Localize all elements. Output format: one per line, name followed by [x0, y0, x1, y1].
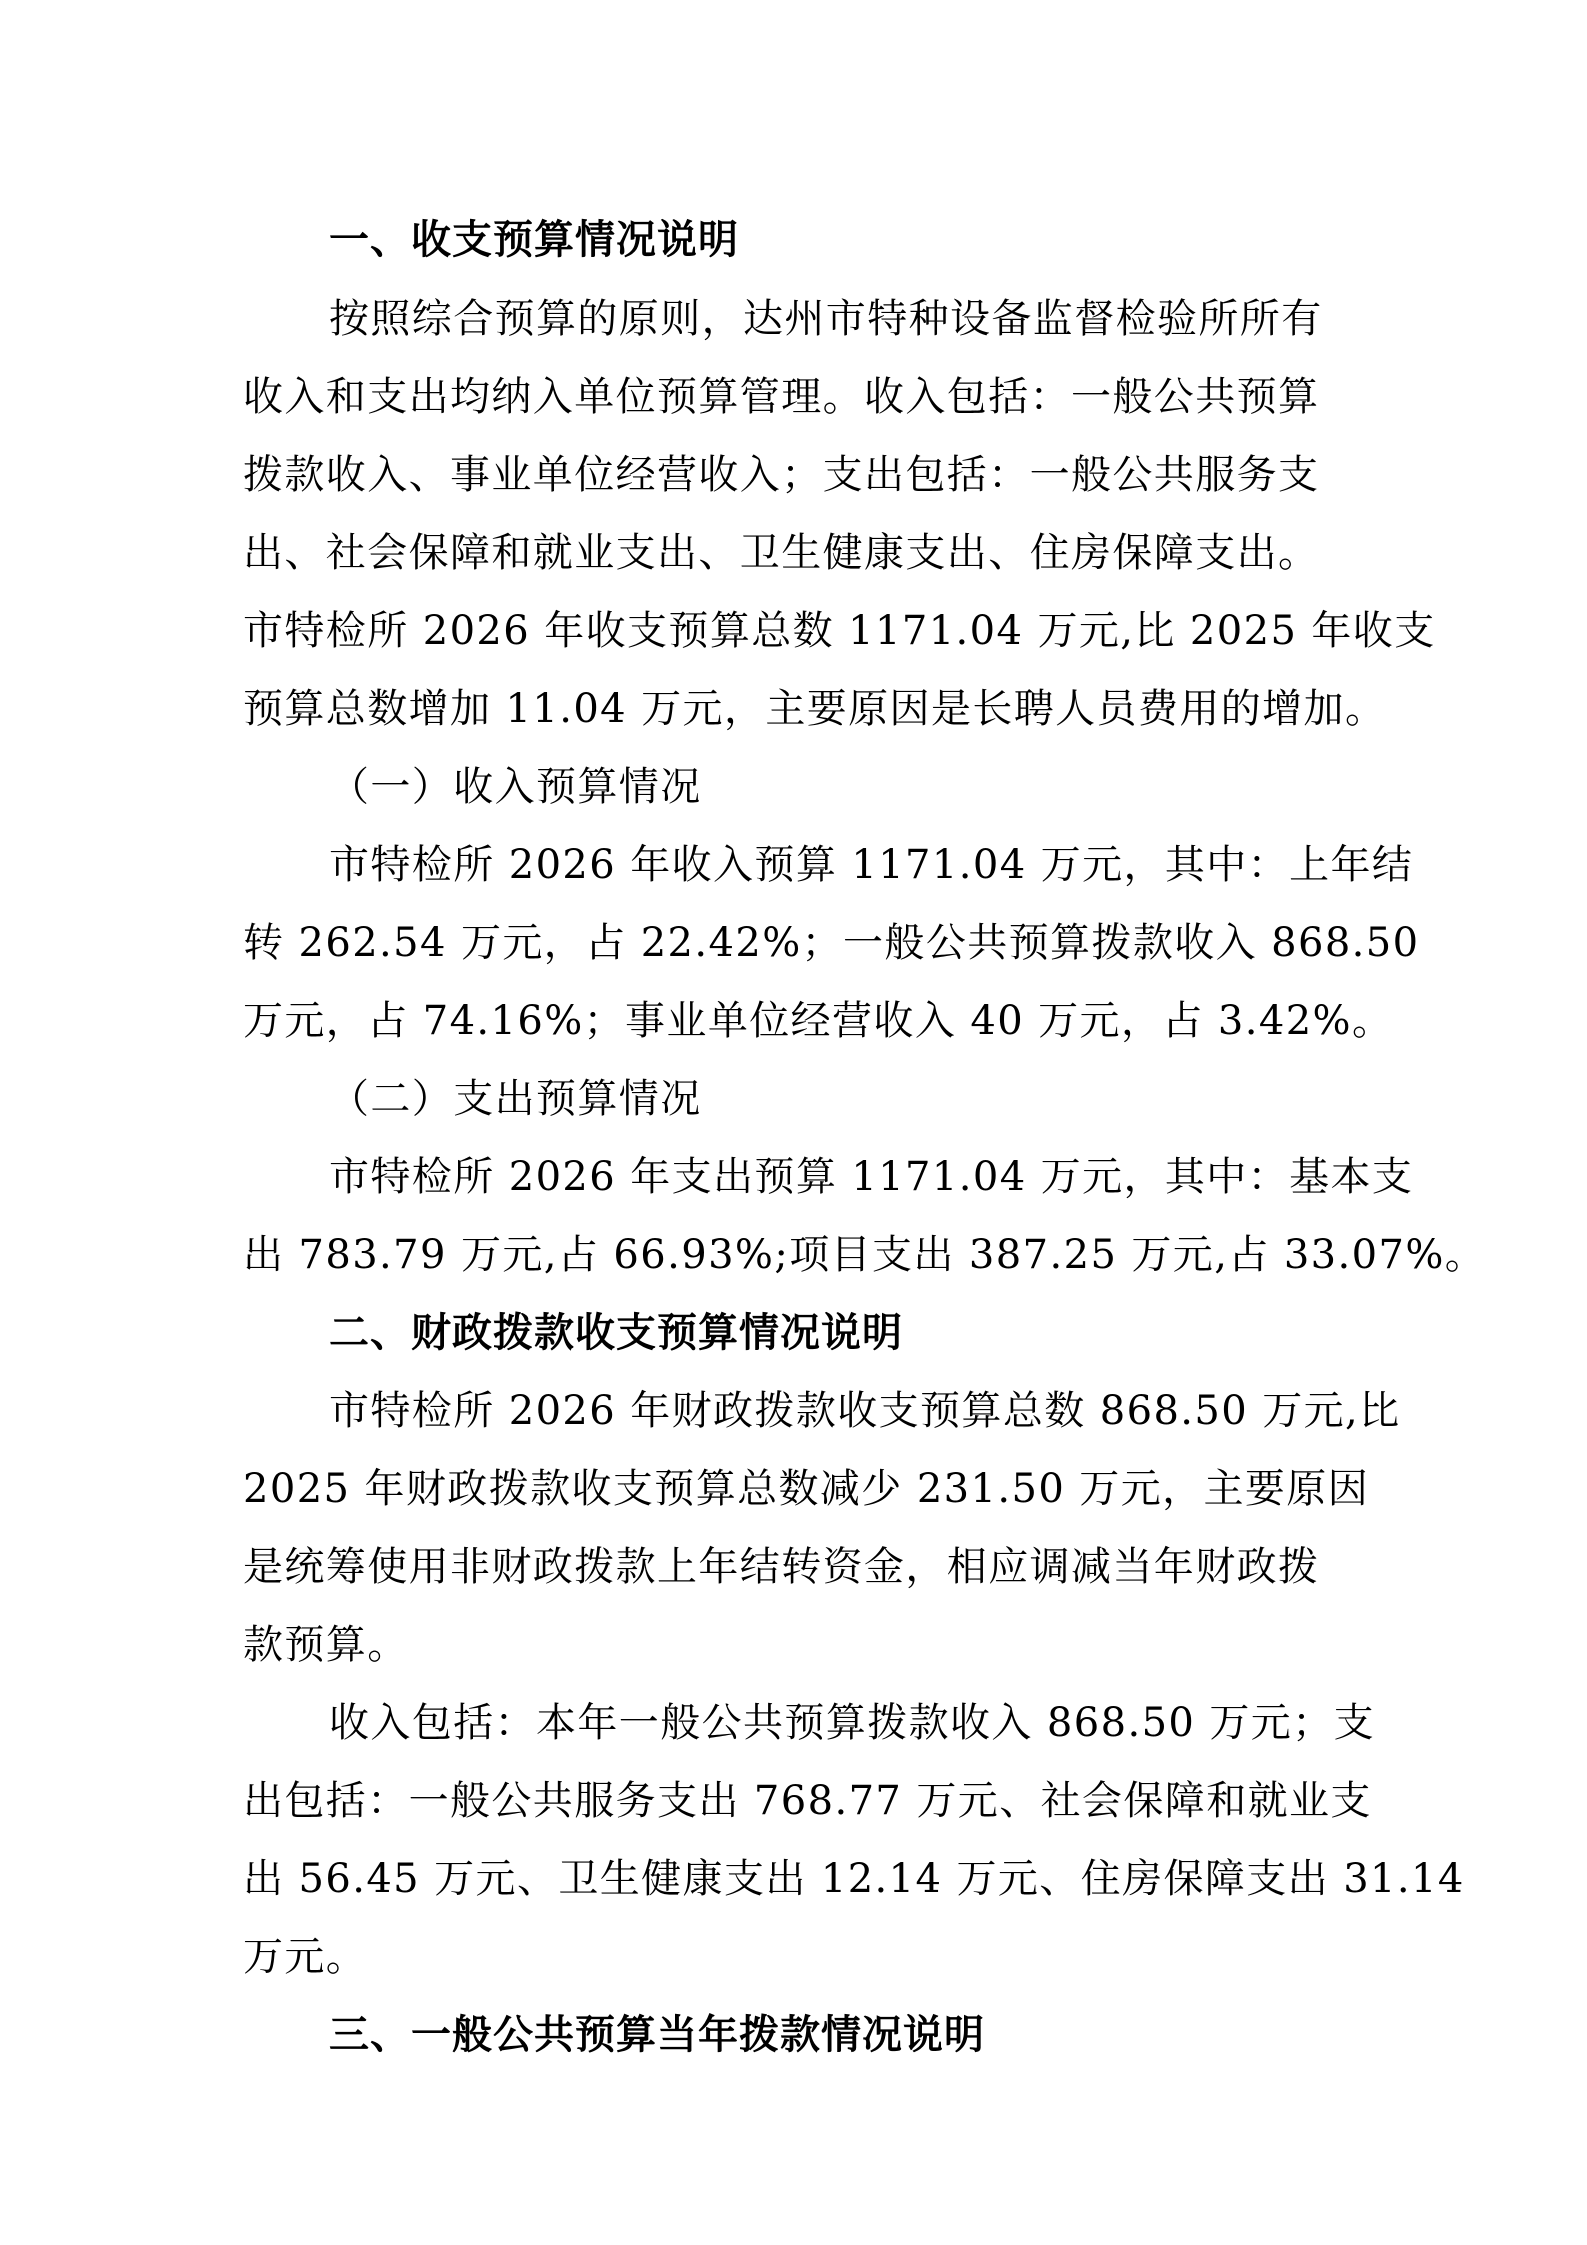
paragraph-line: 市特检所 2026 年支出预算 1171.04 万元，其中：基本支 — [329, 1154, 1414, 1200]
paragraph-line: 收入和支出均纳入单位预算管理。收入包括：一般公共预算 — [243, 374, 1320, 420]
paragraph-line: 转 262.54 万元，占 22.42%；一般公共预算拨款收入 868.50 — [243, 920, 1420, 966]
subsection-heading-expense: （二）支出预算情况 — [329, 1076, 702, 1122]
paragraph-line: 万元。 — [243, 1934, 368, 1980]
paragraph-line: 出、社会保障和就业支出、卫生健康支出、住房保障支出。 — [243, 530, 1320, 576]
paragraph-line: 按照综合预算的原则，达州市特种设备监督检验所所有 — [329, 296, 1323, 342]
paragraph-line: 万元，占 74.16%；事业单位经营收入 40 万元，占 3.42%。 — [243, 998, 1394, 1044]
paragraph-line: 出 56.45 万元、卫生健康支出 12.14 万元、住房保障支出 31.14 — [243, 1856, 1465, 1902]
paragraph-line: 预算总数增加 11.04 万元，主要原因是长聘人员费用的增加。 — [243, 686, 1387, 732]
paragraph-line: 款预算。 — [243, 1622, 409, 1668]
paragraph-line: 市特检所 2026 年财政拨款收支预算总数 868.50 万元,比 — [329, 1388, 1401, 1434]
paragraph-line: 是统筹使用非财政拨款上年结转资金，相应调减当年财政拨 — [243, 1544, 1320, 1590]
section-heading-1: 一、收支预算情况说明 — [329, 217, 739, 263]
paragraph-line: 市特检所 2026 年收入预算 1171.04 万元，其中：上年结 — [329, 842, 1414, 888]
paragraph-line: 出 783.79 万元,占 66.93%;项目支出 387.25 万元,占 33.07%。 — [243, 1232, 1487, 1278]
section-heading-3: 三、一般公共预算当年拨款情况说明 — [329, 2012, 985, 2058]
paragraph-line: 出包括：一般公共服务支出 768.77 万元、社会保障和就业支 — [243, 1778, 1372, 1824]
paragraph-line: 拨款收入、事业单位经营收入；支出包括：一般公共服务支 — [243, 452, 1320, 498]
paragraph-line: 2025 年财政拨款收支预算总数减少 231.50 万元，主要原因 — [243, 1466, 1370, 1512]
subsection-heading-income: （一）收入预算情况 — [329, 764, 702, 810]
section-heading-2: 二、财政拨款收支预算情况说明 — [329, 1310, 903, 1356]
paragraph-line: 市特检所 2026 年收支预算总数 1171.04 万元,比 2025 年收支 — [243, 608, 1436, 654]
paragraph-line: 收入包括：本年一般公共预算拨款收入 868.50 万元；支 — [329, 1700, 1375, 1746]
